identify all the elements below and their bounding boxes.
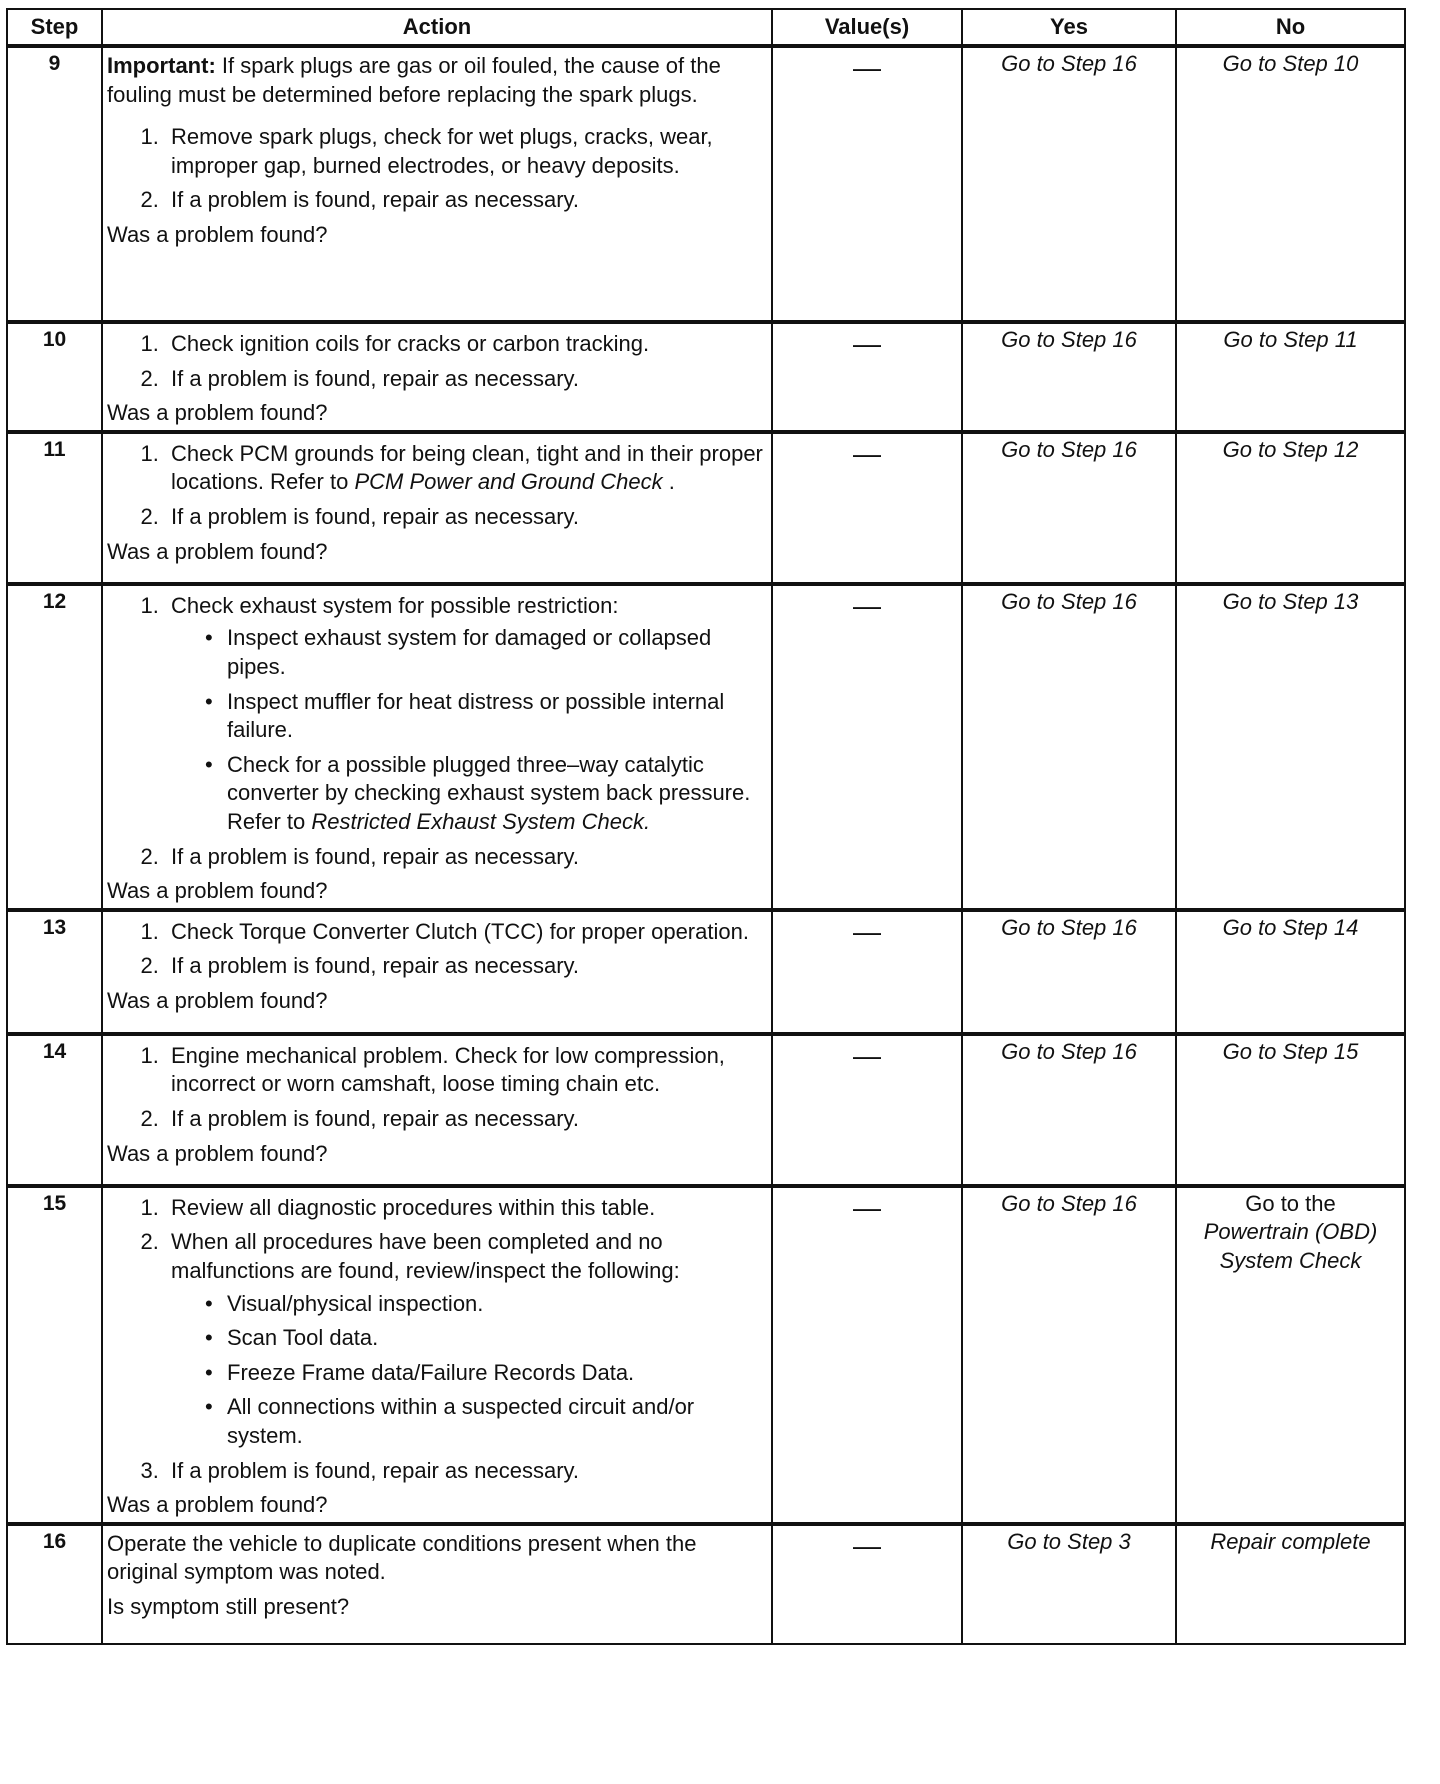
table-row-step-9 <box>7 46 1405 322</box>
powertrain-obd-check-link[interactable]: Powertrain (OBD) System Check <box>1203 1219 1378 1273</box>
yes-link[interactable]: Go to Step 16 <box>962 1034 1176 1186</box>
action-step: 1. Review all diagnostic procedures within this table. <box>165 1194 767 1223</box>
action-steps <box>107 918 767 981</box>
question-text: Was a problem found? <box>107 987 328 1013</box>
action-cell <box>102 1524 772 1644</box>
action-cell <box>102 1034 772 1186</box>
bullet-item: • Visual/physical inspection. <box>201 1290 767 1319</box>
action-cell <box>102 584 772 910</box>
bullet-text: Check for a possible plugged three–way catalytic converter by checking exhaust system back pressure. Refer to <box>227 751 751 834</box>
diagnostic-table <box>6 8 1406 1645</box>
step-number: 15 <box>7 1186 102 1524</box>
value-cell: — <box>772 1186 962 1524</box>
yes-link[interactable]: Go to Step 16 <box>962 910 1176 1034</box>
action-cell <box>102 322 772 432</box>
bullet-item: • Scan Tool data. <box>201 1324 767 1353</box>
yes-link[interactable]: Go to Step 16 <box>962 46 1176 322</box>
no-link[interactable] <box>1176 1186 1405 1524</box>
action-step-text: When all procedures have been completed and no malfunctions are found, review/inspect the following: <box>171 1229 680 1283</box>
bullet-item <box>201 751 767 837</box>
question-text: Was a problem found? <box>107 400 328 426</box>
question-text: Is symptom still present? <box>107 1593 350 1619</box>
step-number: 10 <box>7 322 102 432</box>
action-steps <box>107 123 767 215</box>
table-row-step-11 <box>7 432 1405 584</box>
no-link[interactable]: Go to Step 14 <box>1176 910 1405 1034</box>
step-number: 13 <box>7 910 102 1034</box>
table-header-row <box>7 9 1405 46</box>
value-cell: — <box>772 1034 962 1186</box>
action-step: 1. Engine mechanical problem. Check for low compression, incorrect or worn camshaft, loose timing chain etc. <box>165 1042 767 1099</box>
action-step: 2. If a problem is found, repair as necessary. <box>165 1105 767 1134</box>
yes-link[interactable]: Go to Step 16 <box>962 322 1176 432</box>
step-number: 9 <box>7 46 102 322</box>
important-label: Important: <box>107 53 216 78</box>
bullet-item: • All connections within a suspected circuit and/or system. <box>201 1393 767 1450</box>
action-step: 2. If a problem is found, repair as necessary. <box>165 365 767 394</box>
action-step: 1. Check Torque Converter Clutch (TCC) for proper operation. <box>165 918 767 947</box>
header-yes: Yes <box>962 9 1176 46</box>
no-link[interactable]: Go to Step 10 <box>1176 46 1405 322</box>
important-text: If spark plugs are gas or oil fouled, the cause of the fouling must be determined before replacing the spark plugs. <box>107 53 721 107</box>
yes-link[interactable]: Go to Step 3 <box>962 1524 1176 1644</box>
step-number: 12 <box>7 584 102 910</box>
no-link[interactable]: Go to Step 13 <box>1176 584 1405 910</box>
question-text: Was a problem found? <box>107 1492 328 1518</box>
value-cell: — <box>772 322 962 432</box>
action-step-tail: . <box>662 469 675 495</box>
question-text: Was a problem found? <box>107 1140 328 1166</box>
important-note <box>107 52 767 109</box>
yes-link[interactable]: Go to Step 16 <box>962 432 1176 584</box>
action-step: 1. Check ignition coils for cracks or carbon tracking. <box>165 330 767 359</box>
value-cell: — <box>772 1524 962 1644</box>
action-step: 2. If a problem is found, repair as necessary. <box>165 186 767 215</box>
action-cell <box>102 1186 772 1524</box>
action-step <box>165 1228 767 1450</box>
table-row-step-16 <box>7 1524 1405 1644</box>
action-cell <box>102 46 772 322</box>
action-step: 2. If a problem is found, repair as necessary. <box>165 952 767 981</box>
bullet-list <box>171 624 767 836</box>
table-row-step-10 <box>7 322 1405 432</box>
action-step <box>165 592 767 837</box>
step-number: 16 <box>7 1524 102 1644</box>
no-link[interactable]: Go to Step 12 <box>1176 432 1405 584</box>
action-step: 2. If a problem is found, repair as necessary. <box>165 843 767 872</box>
table-row-step-15 <box>7 1186 1405 1524</box>
action-steps <box>107 1042 767 1134</box>
no-link-prefix: Go to the <box>1245 1190 1336 1216</box>
action-cell <box>102 910 772 1034</box>
yes-link[interactable]: Go to Step 16 <box>962 584 1176 910</box>
action-steps <box>107 330 767 393</box>
step-number: 11 <box>7 432 102 584</box>
value-cell: — <box>772 46 962 322</box>
restricted-exhaust-check-link[interactable]: Restricted Exhaust System Check. <box>311 808 651 834</box>
diagnostic-page <box>6 8 1406 1776</box>
table-row-step-14 <box>7 1034 1405 1186</box>
pcm-power-ground-check-link[interactable]: PCM Power and Ground Check <box>354 469 663 495</box>
no-link[interactable]: Repair complete <box>1176 1524 1405 1644</box>
action-step: 1. Remove spark plugs, check for wet plugs, cracks, wear, improper gap, burned electrodes, or heavy deposits. <box>165 123 767 180</box>
no-link[interactable]: Go to Step 15 <box>1176 1034 1405 1186</box>
bullet-list <box>171 1290 767 1451</box>
action-paragraph: Operate the vehicle to duplicate conditions present when the original symptom was noted. <box>107 1530 697 1585</box>
header-no: No <box>1176 9 1405 46</box>
action-steps <box>107 440 767 532</box>
question-text: Was a problem found? <box>107 538 328 564</box>
header-step: Step <box>7 9 102 46</box>
no-link[interactable]: Go to Step 11 <box>1176 322 1405 432</box>
action-step: 3. If a problem is found, repair as necessary. <box>165 1457 767 1486</box>
bullet-item: • Freeze Frame data/Failure Records Data. <box>201 1359 767 1388</box>
header-action: Action <box>102 9 772 46</box>
question-text: Was a problem found? <box>107 878 328 904</box>
yes-link[interactable]: Go to Step 16 <box>962 1186 1176 1524</box>
value-cell: — <box>772 584 962 910</box>
action-step-text: Check PCM grounds for being clean, tight and in their proper locations. Refer to <box>171 440 763 495</box>
action-cell <box>102 432 772 584</box>
value-cell: — <box>772 910 962 1034</box>
value-cell: — <box>772 432 962 584</box>
bullet-item: • Inspect muffler for heat distress or possible internal failure. <box>201 688 767 745</box>
table-row-step-12 <box>7 584 1405 910</box>
header-values: Value(s) <box>772 9 962 46</box>
bullet-item: • Inspect exhaust system for damaged or collapsed pipes. <box>201 624 767 681</box>
table-row-step-13 <box>7 910 1405 1034</box>
question-text: Was a problem found? <box>107 221 328 247</box>
action-steps <box>107 592 767 871</box>
action-step <box>165 440 767 497</box>
action-steps <box>107 1194 767 1485</box>
action-step-text: Check exhaust system for possible restriction: <box>171 592 619 618</box>
action-step: 2. If a problem is found, repair as necessary. <box>165 503 767 532</box>
step-number: 14 <box>7 1034 102 1186</box>
